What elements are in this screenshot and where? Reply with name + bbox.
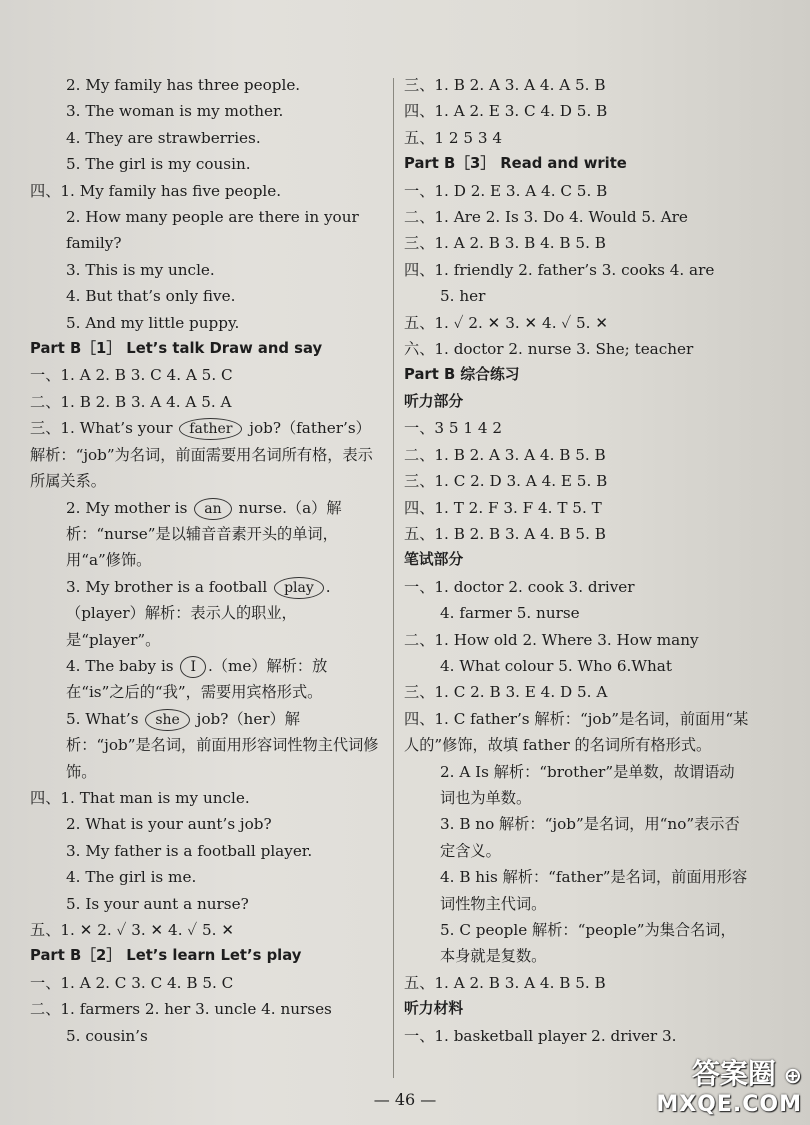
answer-line: 三、1. B 2. A 3. A 4. A 5. B bbox=[404, 76, 606, 94]
answer-line: 四、1. T 2. F 3. F 4. T 5. T bbox=[404, 498, 602, 517]
answer-line: 二、1. Are 2. Is 3. Do 4. Would 5. Are bbox=[404, 208, 688, 227]
left-column bbox=[30, 72, 382, 1049]
circled-error-word: father bbox=[179, 418, 242, 440]
answer-line: 三、1. C 2. B 3. E 4. D 5. A bbox=[404, 683, 608, 702]
question-text: 4. The baby is bbox=[66, 656, 179, 675]
question-text: 5. What’s bbox=[66, 709, 144, 728]
answer-line: 4. But that’s only five. bbox=[66, 287, 236, 306]
answer-line: 五、1. B 2. B 3. A 4. B 5. B bbox=[404, 524, 606, 543]
answer-line: 4. The girl is me. bbox=[66, 868, 197, 887]
answer-line: 4. farmer 5. nurse bbox=[440, 604, 580, 623]
question-text: 2. My mother is bbox=[66, 498, 193, 517]
section-heading: Part B［1］ Let’s talk Draw and say bbox=[30, 340, 323, 358]
section-heading: Part B 综合练习 bbox=[404, 366, 520, 384]
answer-line: 二、1. farmers 2. her 3. uncle 4. nurses bbox=[30, 1000, 332, 1019]
answer-line: 二、1. B 2. B 3. A 4. A 5. A bbox=[30, 392, 232, 411]
answer-line: 5. Is your aunt a nurse? bbox=[66, 894, 249, 913]
answer-line: 3. B no 解析：“job”是名词，用“no”表示否定含义。 bbox=[440, 815, 740, 860]
answer-line: 5. C people 解析：“people”为集合名词，本身就是复数。 bbox=[440, 921, 736, 966]
circled-error-word: she bbox=[145, 709, 190, 731]
section-heading: 听力材料 bbox=[404, 1000, 464, 1018]
section-heading: Part B［3］ Read and write bbox=[404, 155, 627, 173]
answer-line bbox=[30, 653, 382, 706]
answer-line: 5. cousin’s bbox=[66, 1026, 148, 1045]
answer-line: 3. This is my uncle. bbox=[66, 260, 215, 279]
question-text: 3. My brother is a football bbox=[66, 577, 273, 596]
answer-line: 一、1. A 2. C 3. C 4. B 5. C bbox=[30, 973, 234, 992]
answer-line: 四、1. friendly 2. father’s 3. cooks 4. are bbox=[404, 260, 715, 279]
answer-line: 三、1. C 2. D 3. A 4. E 5. B bbox=[404, 472, 608, 491]
explanation-text: .（me）解析：放在“is”之后的“我”，需要用宾格形式。 bbox=[66, 656, 328, 702]
column-divider bbox=[393, 78, 394, 1078]
answer-line: 四、1. A 2. E 3. C 4. D 5. B bbox=[404, 102, 608, 121]
magnifier-icon: ⊕ bbox=[775, 1064, 802, 1089]
explanation-text: nurse.（a）解析：“nurse”是以辅音音素开头的单词，用“a”修饰。 bbox=[66, 498, 342, 570]
answer-line: 2. How many people are there in your family? bbox=[66, 208, 359, 253]
answer-line bbox=[30, 706, 382, 785]
answer-line: 5. And my little puppy. bbox=[66, 313, 240, 332]
answer-line: 五、1 2 5 3 4 bbox=[404, 128, 502, 147]
answer-line: 一、3 5 1 4 2 bbox=[404, 419, 502, 438]
answer-line: 四、1. My family has five people. bbox=[30, 181, 282, 200]
explanation-text: job?（her）解析：“job”是名词，前面用形容词性物主代词修饰。 bbox=[66, 709, 379, 781]
answer-line: 一、1. A 2. B 3. C 4. A 5. C bbox=[30, 366, 233, 385]
explanation-text: job?（father’s）解析：“job”为名词，前面需要用名词所有格，表示所属关系。 bbox=[30, 419, 373, 491]
answer-line: 六、1. doctor 2. nurse 3. She; teacher bbox=[404, 340, 694, 359]
answer-line: 一、1. D 2. E 3. A 4. C 5. B bbox=[404, 181, 608, 200]
answer-line: 2. A Is 解析：“brother”是单数，故谓语动词也为单数。 bbox=[440, 762, 735, 807]
circled-error-word: play bbox=[274, 577, 324, 599]
answer-line: 四、1. That man is my uncle. bbox=[30, 788, 250, 807]
section-heading: 笔试部分 bbox=[404, 551, 464, 569]
answer-line: 五、1. ✕ 2. ✓ 3. ✕ 4. ✓ 5. ✕ bbox=[30, 921, 235, 939]
circled-error-word: I bbox=[180, 656, 206, 678]
right-column bbox=[404, 72, 749, 1049]
answer-line bbox=[30, 415, 382, 494]
answer-line: 2. What is your aunt’s job? bbox=[66, 815, 272, 834]
answer-line: 4. They are strawberries. bbox=[66, 128, 261, 147]
answer-line: 三、1. A 2. B 3. B 4. B 5. B bbox=[404, 234, 606, 253]
answer-line bbox=[30, 574, 382, 653]
question-text: 三、1. What’s your bbox=[30, 419, 178, 438]
answer-line: 5. The girl is my cousin. bbox=[66, 155, 251, 174]
answer-line: 五、1. ✓ 2. ✕ 3. ✕ 4. ✓ 5. ✕ bbox=[404, 313, 609, 332]
answer-line: 二、1. B 2. A 3. A 4. B 5. B bbox=[404, 445, 606, 464]
answer-line: 一、1. doctor 2. cook 3. driver bbox=[404, 577, 635, 596]
answer-line: 五、1. A 2. B 3. A 4. B 5. B bbox=[404, 973, 606, 992]
answer-line: 3. My father is a football player. bbox=[66, 841, 313, 860]
watermark-logo-text: 答案圈 bbox=[691, 1057, 776, 1090]
answer-line: 二、1. How old 2. Where 3. How many bbox=[404, 630, 699, 649]
page-number: — 46 — bbox=[373, 1090, 437, 1109]
answer-line: 4. B his 解析：“father”是名词，前面用形容词性物主代词。 bbox=[440, 868, 748, 913]
watermark-url: MXQE.COM bbox=[656, 1092, 802, 1117]
answer-line: 5. her bbox=[440, 287, 486, 306]
site-watermark bbox=[656, 1052, 802, 1117]
answer-line bbox=[30, 495, 382, 574]
answer-line: 3. The woman is my mother. bbox=[66, 102, 284, 121]
answer-line: 四、1. C father’s 解析：“job”是名词，前面用“某人的”修饰，故填 father 的名词所有格形式。 bbox=[404, 709, 749, 755]
answer-line: 4. What colour 5. Who 6.What bbox=[440, 656, 672, 675]
explanation-text: .（player）解析：表示人的职业，是“player”。 bbox=[66, 577, 331, 649]
answer-line: 2. My family has three people. bbox=[66, 76, 301, 94]
circled-error-word: an bbox=[194, 498, 231, 520]
answer-line: 一、1. basketball player 2. driver 3. bbox=[404, 1026, 677, 1045]
section-heading: Part B［2］ Let’s learn Let’s play bbox=[30, 947, 302, 965]
section-heading: 听力部分 bbox=[404, 392, 464, 410]
